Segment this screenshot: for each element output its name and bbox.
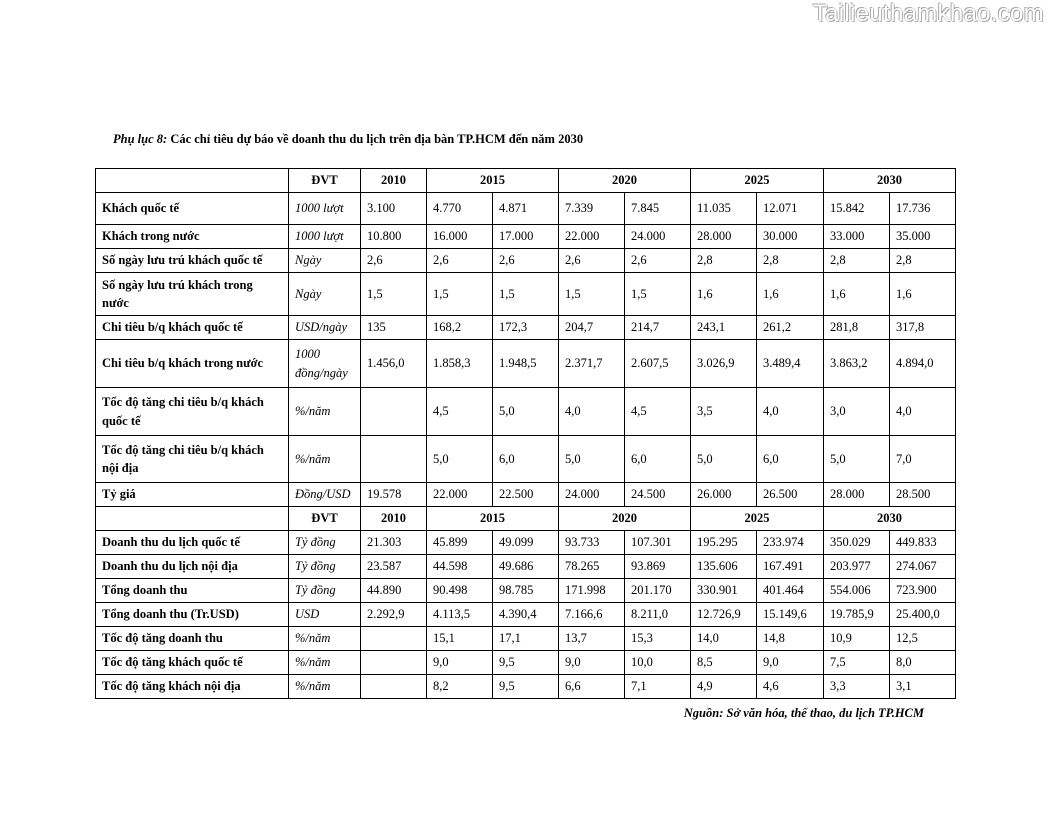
header-year-2015: 2015 xyxy=(427,169,559,193)
value-cell: 90.498 xyxy=(427,579,493,603)
value-cell: 7.845 xyxy=(625,193,691,225)
header-blank xyxy=(96,169,289,193)
value-cell: 4,6 xyxy=(757,675,824,699)
value-cell: 172,3 xyxy=(493,316,559,340)
value-cell: 17.736 xyxy=(890,193,956,225)
value-cell: 168,2 xyxy=(427,316,493,340)
value-cell: 4.871 xyxy=(493,193,559,225)
value-cell: 24.500 xyxy=(625,483,691,507)
value-cell: 5,0 xyxy=(691,436,757,483)
value-cell: 3.026,9 xyxy=(691,340,757,388)
value-cell: 2,8 xyxy=(757,249,824,273)
row-label: Tốc độ tăng doanh thu xyxy=(96,627,289,651)
value-cell: 1.948,5 xyxy=(493,340,559,388)
value-cell: 12.071 xyxy=(757,193,824,225)
value-cell: 317,8 xyxy=(890,316,956,340)
value-cell: 16.000 xyxy=(427,225,493,249)
value-cell: 13,7 xyxy=(559,627,625,651)
table-row xyxy=(96,675,956,699)
row-label: Tốc độ tăng khách nội địa xyxy=(96,675,289,699)
value-cell: 17.000 xyxy=(493,225,559,249)
value-cell: 3,5 xyxy=(691,388,757,436)
value-cell: 3,1 xyxy=(890,675,956,699)
value-cell: 49.099 xyxy=(493,531,559,555)
table-row xyxy=(96,193,956,225)
value-cell: 233.974 xyxy=(757,531,824,555)
header-row xyxy=(96,169,956,193)
value-cell: 44.890 xyxy=(361,579,427,603)
row-unit: Tỷ đồng xyxy=(289,531,361,555)
value-cell: 1,6 xyxy=(824,273,890,316)
value-cell: 14,8 xyxy=(757,627,824,651)
row-unit: Đồng/USD xyxy=(289,483,361,507)
header-year-2010: 2010 xyxy=(361,507,427,531)
value-cell xyxy=(361,627,427,651)
row-label: Khách trong nước xyxy=(96,225,289,249)
value-cell: 19.578 xyxy=(361,483,427,507)
value-cell: 44.598 xyxy=(427,555,493,579)
table-caption xyxy=(113,132,583,147)
value-cell: 33.000 xyxy=(824,225,890,249)
value-cell: 2,8 xyxy=(691,249,757,273)
value-cell: 167.491 xyxy=(757,555,824,579)
table-row xyxy=(96,555,956,579)
value-cell xyxy=(361,651,427,675)
table-row xyxy=(96,483,956,507)
value-cell: 78.265 xyxy=(559,555,625,579)
header-year-2030: 2030 xyxy=(824,169,956,193)
table-row xyxy=(96,316,956,340)
row-unit: Ngày xyxy=(289,273,361,316)
value-cell: 28.500 xyxy=(890,483,956,507)
row-unit: %/năm xyxy=(289,627,361,651)
value-cell: 8,5 xyxy=(691,651,757,675)
value-cell: 171.998 xyxy=(559,579,625,603)
value-cell: 4,5 xyxy=(427,388,493,436)
value-cell: 4.770 xyxy=(427,193,493,225)
table-row xyxy=(96,273,956,316)
value-cell: 3,0 xyxy=(824,388,890,436)
value-cell: 14,0 xyxy=(691,627,757,651)
value-cell: 4,0 xyxy=(559,388,625,436)
table-body xyxy=(96,169,956,699)
value-cell: 723.900 xyxy=(890,579,956,603)
value-cell: 4.894,0 xyxy=(890,340,956,388)
value-cell: 1.456,0 xyxy=(361,340,427,388)
value-cell: 1,5 xyxy=(361,273,427,316)
value-cell: 4,9 xyxy=(691,675,757,699)
value-cell: 6,6 xyxy=(559,675,625,699)
row-label: Chi tiêu b/q khách trong nước xyxy=(96,340,289,388)
value-cell: 28.000 xyxy=(691,225,757,249)
value-cell: 195.295 xyxy=(691,531,757,555)
value-cell: 3.100 xyxy=(361,193,427,225)
value-cell: 350.029 xyxy=(824,531,890,555)
value-cell: 7.166,6 xyxy=(559,603,625,627)
value-cell: 6,0 xyxy=(757,436,824,483)
table-row xyxy=(96,651,956,675)
value-cell: 449.833 xyxy=(890,531,956,555)
value-cell: 4,0 xyxy=(890,388,956,436)
source-note: Nguồn: Sở văn hóa, thể thao, du lịch TP.HCM xyxy=(683,706,924,720)
value-cell: 4,0 xyxy=(757,388,824,436)
value-cell: 1,5 xyxy=(559,273,625,316)
value-cell: 1,6 xyxy=(890,273,956,316)
header-year-2025: 2025 xyxy=(691,507,824,531)
value-cell: 107.301 xyxy=(625,531,691,555)
value-cell: 5,0 xyxy=(427,436,493,483)
value-cell: 10,9 xyxy=(824,627,890,651)
row-unit: 1000 đồng/ngày xyxy=(289,340,361,388)
value-cell: 12.726,9 xyxy=(691,603,757,627)
row-label: Tốc độ tăng chi tiêu b/q khách nội địa xyxy=(96,436,289,483)
value-cell: 1,6 xyxy=(691,273,757,316)
value-cell: 15.149,6 xyxy=(757,603,824,627)
value-cell: 17,1 xyxy=(493,627,559,651)
header-unit: ĐVT xyxy=(289,507,361,531)
value-cell xyxy=(361,675,427,699)
value-cell: 12,5 xyxy=(890,627,956,651)
value-cell: 9,0 xyxy=(559,651,625,675)
value-cell: 135.606 xyxy=(691,555,757,579)
value-cell: 3.863,2 xyxy=(824,340,890,388)
value-cell xyxy=(361,388,427,436)
value-cell: 4.390,4 xyxy=(493,603,559,627)
table-row xyxy=(96,627,956,651)
row-label: Tỷ giá xyxy=(96,483,289,507)
table-row xyxy=(96,603,956,627)
value-cell: 2,6 xyxy=(427,249,493,273)
value-cell: 135 xyxy=(361,316,427,340)
value-cell: 7.339 xyxy=(559,193,625,225)
value-cell: 22.500 xyxy=(493,483,559,507)
value-cell: 2.292,9 xyxy=(361,603,427,627)
caption-prefix: Phụ lục 8: xyxy=(113,132,168,146)
value-cell: 5,0 xyxy=(493,388,559,436)
value-cell: 24.000 xyxy=(559,483,625,507)
row-label: Chi tiêu b/q khách quốc tế xyxy=(96,316,289,340)
value-cell: 45.899 xyxy=(427,531,493,555)
row-label: Doanh thu du lịch quốc tế xyxy=(96,531,289,555)
value-cell: 401.464 xyxy=(757,579,824,603)
header-unit: ĐVT xyxy=(289,169,361,193)
forecast-table xyxy=(95,168,956,699)
table-row xyxy=(96,579,956,603)
value-cell: 2,6 xyxy=(559,249,625,273)
value-cell: 10.800 xyxy=(361,225,427,249)
row-label: Khách quốc tế xyxy=(96,193,289,225)
value-cell: 28.000 xyxy=(824,483,890,507)
value-cell: 3.489,4 xyxy=(757,340,824,388)
header-year-2020: 2020 xyxy=(559,169,691,193)
value-cell: 15,3 xyxy=(625,627,691,651)
row-unit: Ngày xyxy=(289,249,361,273)
value-cell: 2,8 xyxy=(890,249,956,273)
header-blank xyxy=(96,507,289,531)
value-cell: 10,0 xyxy=(625,651,691,675)
row-unit: USD/ngày xyxy=(289,316,361,340)
value-cell: 22.000 xyxy=(559,225,625,249)
value-cell: 30.000 xyxy=(757,225,824,249)
row-label: Tổng doanh thu xyxy=(96,579,289,603)
value-cell: 9,5 xyxy=(493,651,559,675)
row-label: Tốc độ tăng khách quốc tế xyxy=(96,651,289,675)
value-cell: 214,7 xyxy=(625,316,691,340)
header-year-2025: 2025 xyxy=(691,169,824,193)
value-cell: 7,5 xyxy=(824,651,890,675)
value-cell: 204,7 xyxy=(559,316,625,340)
value-cell: 93.733 xyxy=(559,531,625,555)
row-unit: %/năm xyxy=(289,651,361,675)
row-unit: Tỷ đồng xyxy=(289,555,361,579)
value-cell: 8.211,0 xyxy=(625,603,691,627)
row-unit: 1000 lượt xyxy=(289,225,361,249)
value-cell: 281,8 xyxy=(824,316,890,340)
value-cell: 6,0 xyxy=(493,436,559,483)
row-unit: USD xyxy=(289,603,361,627)
value-cell: 330.901 xyxy=(691,579,757,603)
header-year-2030: 2030 xyxy=(824,507,956,531)
value-cell: 35.000 xyxy=(890,225,956,249)
value-cell: 2,6 xyxy=(625,249,691,273)
header-year-2020: 2020 xyxy=(559,507,691,531)
value-cell: 5,0 xyxy=(824,436,890,483)
value-cell: 274.067 xyxy=(890,555,956,579)
table-row xyxy=(96,225,956,249)
table-row xyxy=(96,531,956,555)
value-cell: 1,6 xyxy=(757,273,824,316)
value-cell: 49.686 xyxy=(493,555,559,579)
value-cell: 1,5 xyxy=(625,273,691,316)
value-cell xyxy=(361,436,427,483)
row-unit: 1000 lượt xyxy=(289,193,361,225)
value-cell: 1,5 xyxy=(493,273,559,316)
value-cell: 201.170 xyxy=(625,579,691,603)
value-cell: 26.000 xyxy=(691,483,757,507)
table-row xyxy=(96,436,956,483)
value-cell: 15.842 xyxy=(824,193,890,225)
row-unit: Tỷ đồng xyxy=(289,579,361,603)
value-cell: 15,1 xyxy=(427,627,493,651)
value-cell: 93.869 xyxy=(625,555,691,579)
value-cell: 4,5 xyxy=(625,388,691,436)
header-year-2010: 2010 xyxy=(361,169,427,193)
value-cell: 9,0 xyxy=(757,651,824,675)
row-label: Tổng doanh thu (Tr.USD) xyxy=(96,603,289,627)
value-cell: 2,6 xyxy=(493,249,559,273)
value-cell: 8,2 xyxy=(427,675,493,699)
row-unit: %/năm xyxy=(289,436,361,483)
table-row xyxy=(96,249,956,273)
row-label: Tốc độ tăng chi tiêu b/q khách quốc tế xyxy=(96,388,289,436)
caption-text: Các chỉ tiêu dự báo về doanh thu du lịch trên địa bàn TP.HCM đến năm 2030 xyxy=(167,132,584,146)
value-cell: 261,2 xyxy=(757,316,824,340)
value-cell: 7,0 xyxy=(890,436,956,483)
value-cell: 4.113,5 xyxy=(427,603,493,627)
value-cell: 2,6 xyxy=(361,249,427,273)
value-cell: 98.785 xyxy=(493,579,559,603)
row-label: Số ngày lưu trú khách trong nước xyxy=(96,273,289,316)
value-cell: 11.035 xyxy=(691,193,757,225)
value-cell: 22.000 xyxy=(427,483,493,507)
value-cell: 243,1 xyxy=(691,316,757,340)
value-cell: 23.587 xyxy=(361,555,427,579)
watermark: Tailieuthamkhao.com xyxy=(812,0,1044,27)
value-cell: 2.371,7 xyxy=(559,340,625,388)
row-unit: %/năm xyxy=(289,675,361,699)
table-row xyxy=(96,340,956,388)
value-cell: 9,0 xyxy=(427,651,493,675)
value-cell: 1,5 xyxy=(427,273,493,316)
value-cell: 9,5 xyxy=(493,675,559,699)
value-cell: 3,3 xyxy=(824,675,890,699)
value-cell: 21.303 xyxy=(361,531,427,555)
value-cell: 24.000 xyxy=(625,225,691,249)
value-cell: 1.858,3 xyxy=(427,340,493,388)
value-cell: 5,0 xyxy=(559,436,625,483)
table-row xyxy=(96,388,956,436)
value-cell: 2,8 xyxy=(824,249,890,273)
header-year-2015: 2015 xyxy=(427,507,559,531)
value-cell: 19.785,9 xyxy=(824,603,890,627)
value-cell: 7,1 xyxy=(625,675,691,699)
value-cell: 6,0 xyxy=(625,436,691,483)
value-cell: 25.400,0 xyxy=(890,603,956,627)
value-cell: 554.006 xyxy=(824,579,890,603)
row-label: Số ngày lưu trú khách quốc tế xyxy=(96,249,289,273)
value-cell: 203.977 xyxy=(824,555,890,579)
value-cell: 26.500 xyxy=(757,483,824,507)
row-label: Doanh thu du lịch nội địa xyxy=(96,555,289,579)
value-cell: 8,0 xyxy=(890,651,956,675)
row-unit: %/năm xyxy=(289,388,361,436)
value-cell: 2.607,5 xyxy=(625,340,691,388)
header-row xyxy=(96,507,956,531)
